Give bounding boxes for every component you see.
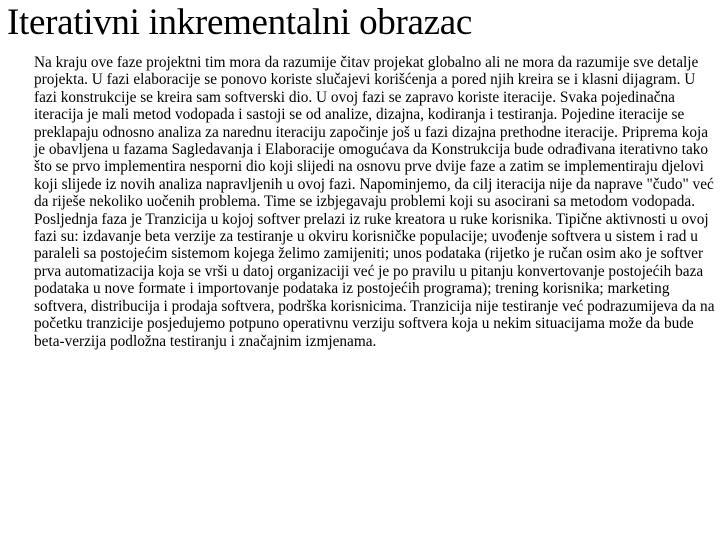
slide-title: Iterativni inkrementalni obrazac — [7, 2, 473, 43]
slide-body-text: Na kraju ove faze projektni tim mora da razumije čitav projekat globalno ali ne mora da razumije sve detalje projekta. U fazi elaboracije se ponovo koriste slučajevi korišćenja a pored njih kreira se i klasni dijagram. U fazi konstrukcije se kreira sam softverski dio. U ovoj fazi se zapravo koriste iteracije. Svaka pojedinačna iteracija je mali metod vodopada i sastoji se od analize, dizajna, kodiranja i testiranja. Pojedine iteracije se preklapaju odnosno analiza za narednu iteraciju započinje još u fazi dizajna prethodne iteracije. Priprema koja je obavljena u fazama Sagledavanja i Elaboracije omogućava da Konstrukcija bude odrađivana iterativno tako što se prvo implementira nesporni dio koji slijedi na osnovu prve dvije faze a zatim se implementiraju djelovi koji slijede iz novih analiza napravljenih u ovoj fazi. Napominjemo, da cilj iteracija nije da naprave "čudo" već da riješe nekoliko uočenih problema. Time se izbjegavaju problemi koji su asocirani sa metodom vodopada. Posljednja faza je Tranzicija u kojoj softver prelazi iz ruke kreatora u ruke korisnika. Tipične aktivnosti u ovoj fazi su: izdavanje beta verzije za testiranje u okviru korisničke populacije; uvođenje softvera u sistem i rad u paraleli sa postojećim sistemom kojega želimo zamijeniti; unos podataka (rijetko je ručan osim ako je softver prva automatizacija koja se vrši u datoj organizaciji već je po pravilu u pitanju konvertovanje postojećih baza podataka u nove formate i importovanje podataka iz postojećih programa); trening korisnika; marketing softvera, distribucija i prodaja softvera, podrška korisnicima. Tranzicija nije testiranje već podrazumijeva da na početku tranzicije posjedujemo potpuno operativnu verziju softvera koja u nekim situacijama može da bude beta-verzija podložna testiranju i značajnim izmjenama. — [34, 54, 715, 350]
